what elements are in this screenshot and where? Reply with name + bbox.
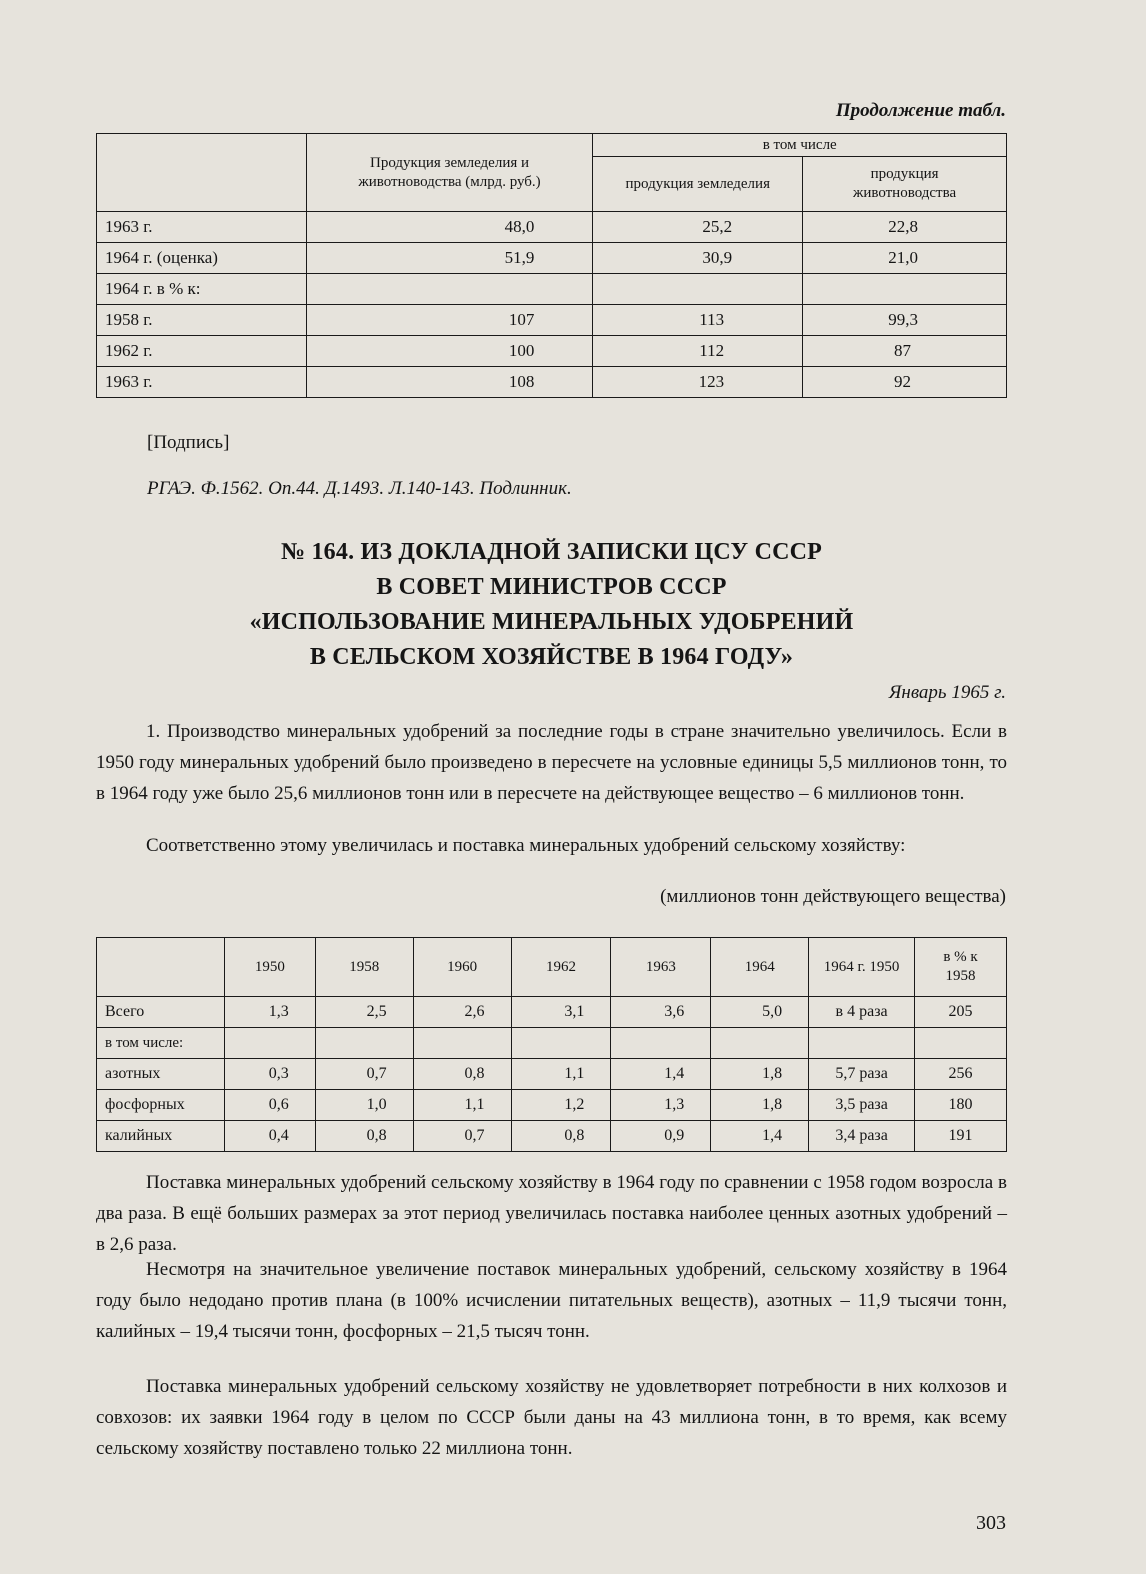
table-cell: 3,1	[511, 997, 611, 1028]
production-table	[96, 133, 1007, 398]
fertilizer-table	[96, 937, 1007, 1152]
row-label: Всего	[97, 997, 225, 1028]
table-row	[97, 243, 1007, 274]
table2-header	[97, 938, 225, 997]
document-date: Январь 1965 г.	[888, 682, 1006, 703]
paragraph-1: 1. Производство минеральных удобрений за последние годы в стране значительно увеличилось. Если в 1950 году минеральных удобрений было произведено в пересчете на условные единицы 5,5 миллионов тонн, то в 1964 году уже было 25,6 миллионов тонн или в пересчете на действующее вещество – 6 миллионов тонн.	[96, 721, 1007, 804]
table-row	[97, 997, 1007, 1028]
table-cell: 1,4	[611, 1059, 711, 1090]
table-row	[97, 1090, 1007, 1121]
paragraph-4: Несмотря на значительное увеличение поставок минеральных удобрений, сельскому хозяйству в 1964 году было недодано против плана (в 100% исчислении питательных веществ), азотных – 11,9 тысячи тонн, калийных – 19,4 тысячи тонн, фосфорных – 21,5 тысяч тонн.	[96, 1259, 1007, 1342]
table1-header-total: Продукция земледелия и животноводства (млрд. руб.)	[306, 134, 593, 212]
page-number: 303	[976, 1512, 1006, 1534]
cell-crop: 123	[593, 367, 803, 398]
cell-crop: 30,9	[593, 243, 803, 274]
table-cell: 3,5 раза	[809, 1090, 915, 1121]
table-row	[97, 274, 1007, 305]
table-cell: 180	[915, 1090, 1007, 1121]
table-row	[97, 367, 1007, 398]
units-note: (миллионов тонн действующего вещества)	[660, 886, 1006, 907]
table-cell: 1,8	[711, 1090, 809, 1121]
table-cell: 256	[915, 1059, 1007, 1090]
table2-header: 1963	[611, 938, 711, 997]
table-cell: 1,1	[413, 1090, 511, 1121]
cell-livestock: 92	[803, 367, 1007, 398]
table2-header: 1964 г. 1950	[809, 938, 915, 997]
table1-header-crop: продукция земледелия	[593, 157, 803, 212]
table-cell: 1,1	[511, 1059, 611, 1090]
table-cell: 1,3	[611, 1090, 711, 1121]
table-row	[97, 305, 1007, 336]
table2-header: в % к 1958	[915, 938, 1007, 997]
cell-total: 100	[306, 336, 593, 367]
table-row	[97, 212, 1007, 243]
row-label: 1962 г.	[97, 336, 307, 367]
document-title	[96, 535, 1007, 675]
paragraph-2: Соответственно этому увеличилась и поставка минеральных удобрений сельскому хозяйству:	[146, 835, 906, 856]
cell-total: 51,9	[306, 243, 593, 274]
table-cell: 1,0	[315, 1090, 413, 1121]
title-line: В СЕЛЬСКОМ ХОЗЯЙСТВЕ В 1964 ГОДУ»	[309, 644, 794, 670]
table-cell: 0,8	[413, 1059, 511, 1090]
cell-livestock: 99,3	[803, 305, 1007, 336]
archive-source: РГАЭ. Ф.1562. Оп.44. Д.1493. Л.140-143. Подлинник.	[147, 478, 572, 499]
cell-total: 48,0	[306, 212, 593, 243]
row-label: калийных	[97, 1121, 225, 1152]
table-cell: в 4 раза	[809, 997, 915, 1028]
table1-header-blank	[97, 134, 307, 212]
signature: [Подпись]	[147, 432, 230, 453]
table-cell: 0,6	[224, 1090, 315, 1121]
table-cell: 5,0	[711, 997, 809, 1028]
table-row	[97, 1121, 1007, 1152]
table-cell: 3,4 раза	[809, 1121, 915, 1152]
cell-crop: 25,2	[593, 212, 803, 243]
paragraph-5: Поставка минеральных удобрений сельскому хозяйству не удовлетворяет потребности в них колхозов и совхозов: их заявки 1964 году в целом по СССР были даны на 43 миллиона тонн, в то время, как всему сельскому хозяйству поставлено только 22 миллиона тонн.	[96, 1376, 1007, 1459]
cell-livestock: 87	[803, 336, 1007, 367]
table-cell: 1,8	[711, 1059, 809, 1090]
table-cell: 0,7	[413, 1121, 511, 1152]
row-label: фосфорных	[97, 1090, 225, 1121]
table-cell: 2,6	[413, 997, 511, 1028]
table-cell: 1,4	[711, 1121, 809, 1152]
cell-total: 107	[306, 305, 593, 336]
table-cell: 3,6	[611, 997, 711, 1028]
row-label: в том числе:	[97, 1028, 225, 1059]
row-label: 1964 г. (оценка)	[97, 243, 307, 274]
table-cell: 1,2	[511, 1090, 611, 1121]
title-line: «ИСПОЛЬЗОВАНИЕ МИНЕРАЛЬНЫХ УДОБРЕНИЙ	[249, 609, 854, 635]
table2-header: 1960	[413, 938, 511, 997]
table-cell: 0,8	[315, 1121, 413, 1152]
cell-livestock: 21,0	[803, 243, 1007, 274]
table-continuation-title: Продолжение табл.	[835, 100, 1006, 121]
row-label: азотных	[97, 1059, 225, 1090]
table-cell: 0,7	[315, 1059, 413, 1090]
table-row	[97, 336, 1007, 367]
table-row	[97, 1028, 1007, 1059]
title-line: № 164. ИЗ ДОКЛАДНОЙ ЗАПИСКИ ЦСУ СССР	[280, 539, 823, 565]
table-cell: 0,8	[511, 1121, 611, 1152]
row-label: 1963 г.	[97, 212, 307, 243]
table2-header: 1962	[511, 938, 611, 997]
paragraph-3: Поставка минеральных удобрений сельскому хозяйству в 1964 году по сравнении с 1958 годом возросла в два раза. В ещё больших размерах за этот период увеличилась поставка наиболее ценных азотных удобрений – в 2,6 раза.	[96, 1172, 1007, 1255]
table-cell: 1,3	[224, 997, 315, 1028]
cell-crop: 112	[593, 336, 803, 367]
cell-livestock: 22,8	[803, 212, 1007, 243]
table-cell: 205	[915, 997, 1007, 1028]
table1-header-livestock: продукция животноводства	[803, 157, 1007, 212]
row-label: 1963 г.	[97, 367, 307, 398]
table2-header: 1950	[224, 938, 315, 997]
table-cell: 0,4	[224, 1121, 315, 1152]
table1-header-group: в том числе	[593, 134, 1007, 157]
table-cell: 0,9	[611, 1121, 711, 1152]
table2-header: 1958	[315, 938, 413, 997]
cell-crop: 113	[593, 305, 803, 336]
cell-total: 108	[306, 367, 593, 398]
row-label: 1964 г. в % к:	[97, 274, 307, 305]
table-cell: 2,5	[315, 997, 413, 1028]
table-cell: 0,3	[224, 1059, 315, 1090]
table-row	[97, 1059, 1007, 1090]
table2-header: 1964	[711, 938, 809, 997]
table-cell: 5,7 раза	[809, 1059, 915, 1090]
title-line: В СОВЕТ МИНИСТРОВ СССР	[376, 574, 727, 600]
row-label: 1958 г.	[97, 305, 307, 336]
table-cell: 191	[915, 1121, 1007, 1152]
